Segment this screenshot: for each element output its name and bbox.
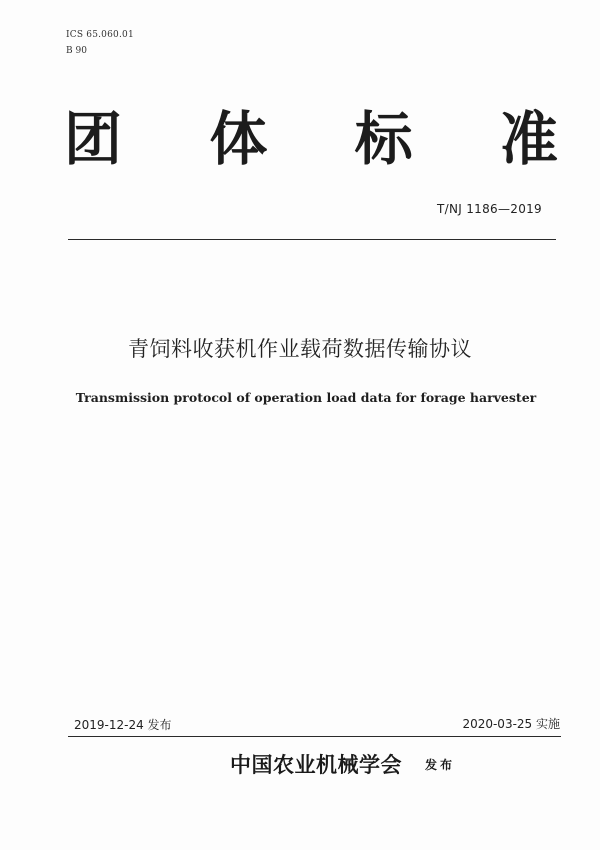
publish-label: 发布 — [425, 758, 456, 772]
ics-code: ICS 65.060.01 — [66, 30, 134, 40]
top-divider — [68, 239, 556, 240]
bottom-divider — [68, 736, 561, 737]
standard-type-heading — [64, 104, 558, 174]
implementation-date: 2020-03-25 实施 — [462, 717, 560, 731]
document-title-chinese: 青饲料收获机作业载荷数据传输协议 — [128, 337, 472, 361]
standard-type-char: 团 — [64, 105, 123, 173]
issue-date: 2019-12-24 发布 — [74, 718, 172, 732]
ccs-code: B 90 — [66, 46, 87, 56]
publisher-name: 中国农业机械学会 — [230, 753, 402, 777]
standard-number: T/NJ 1186—2019 — [437, 202, 542, 216]
standard-type-char: 体 — [209, 105, 268, 173]
standard-type-char: 准 — [499, 105, 558, 173]
standard-type-char: 标 — [354, 105, 413, 173]
document-title-english: Transmission protocol of operation load data for forage harvester — [75, 390, 537, 405]
